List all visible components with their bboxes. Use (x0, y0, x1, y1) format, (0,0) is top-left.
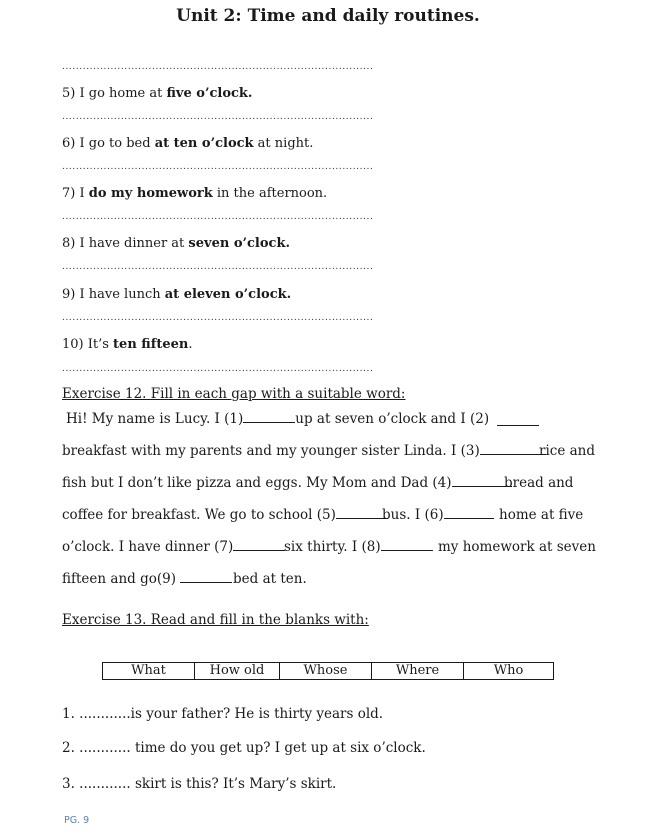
answer-line[interactable]: .......................................................................................... (62, 112, 374, 122)
paragraph-line-3-end: bread and (504, 475, 574, 491)
gap-8[interactable] (381, 539, 433, 551)
gap-5[interactable] (336, 507, 388, 519)
gap-7[interactable] (233, 539, 285, 551)
gap-6[interactable] (444, 507, 494, 519)
word-bank-item: Whose (280, 663, 372, 680)
question-5: 5) I go home at five o’clock. (62, 86, 253, 101)
paragraph-line-4: coffee for breakfast. We go to school (5) (62, 507, 388, 523)
page-number: PG. 9 (64, 815, 90, 826)
paragraph-line-2: breakfast with my parents and my younger sister Linda. I (3) (62, 443, 546, 459)
gap-2[interactable] (497, 414, 539, 426)
word-bank-item: Where (372, 663, 464, 680)
gap-3[interactable] (480, 443, 546, 455)
answer-line[interactable]: .......................................................................................... (62, 313, 374, 323)
paragraph-line-5: o’clock. I have dinner (7) (62, 539, 285, 555)
answer-line[interactable]: .......................................................................................... (62, 364, 374, 374)
paragraph-line-2-end: rice and (539, 443, 595, 459)
question-9: 9) I have lunch at eleven o’clock. (62, 287, 292, 302)
answer-line[interactable]: .......................................................................................... (62, 62, 374, 72)
question-6: 6) I go to bed at ten o’clock at night. (62, 136, 314, 151)
exercise-13-item-1: 1. ............is your father? He is thirty years old. (62, 706, 384, 722)
paragraph-line-5-end: my homework at seven (438, 539, 596, 555)
word-bank-item: What (103, 663, 195, 680)
word-bank-item: Who (464, 663, 554, 680)
exercise-13-item-3: 3. ............ skirt is this? It’s Mary’s skirt. (62, 776, 337, 792)
paragraph-line-6: fifteen and go(9) (62, 571, 232, 587)
answer-line[interactable]: .......................................................................................... (62, 212, 374, 222)
gap-9[interactable] (180, 571, 232, 583)
question-7: 7) I do my homework in the afternoon. (62, 186, 328, 201)
paragraph-line-6-end: bed at ten. (233, 571, 307, 587)
paragraph-line-5-mid: six thirty. I (8) (284, 539, 433, 555)
paragraph-line-3: fish but I don’t like pizza and eggs. My Mom and Dad (4) (62, 475, 512, 491)
answer-line[interactable]: .......................................................................................... (62, 262, 374, 272)
word-bank-item: How old (195, 663, 280, 680)
paragraph-line-1: Hi! My name is Lucy. I (1) up at seven o’clock and I (2) (66, 411, 490, 427)
word-bank (102, 662, 554, 680)
paragraph-line-4-end: home at five (499, 507, 584, 523)
paragraph-line-4-mid: bus. I (6) (382, 507, 494, 523)
gap-1[interactable] (243, 411, 295, 423)
exercise-12-heading: Exercise 12. Fill in each gap with a suitable word: (62, 386, 406, 402)
question-8: 8) I have dinner at seven o’clock. (62, 236, 290, 251)
exercise-13-item-2: 2. ............ time do you get up? I get up at six o’clock. (62, 740, 426, 756)
exercise-13-heading: Exercise 13. Read and fill in the blanks with: (62, 612, 369, 628)
answer-line[interactable]: .......................................................................................... (62, 162, 374, 172)
page-title: Unit 2: Time and daily routines. (176, 6, 480, 26)
gap-4[interactable] (452, 475, 512, 487)
question-10: 10) It’s ten fifteen. (62, 337, 193, 352)
